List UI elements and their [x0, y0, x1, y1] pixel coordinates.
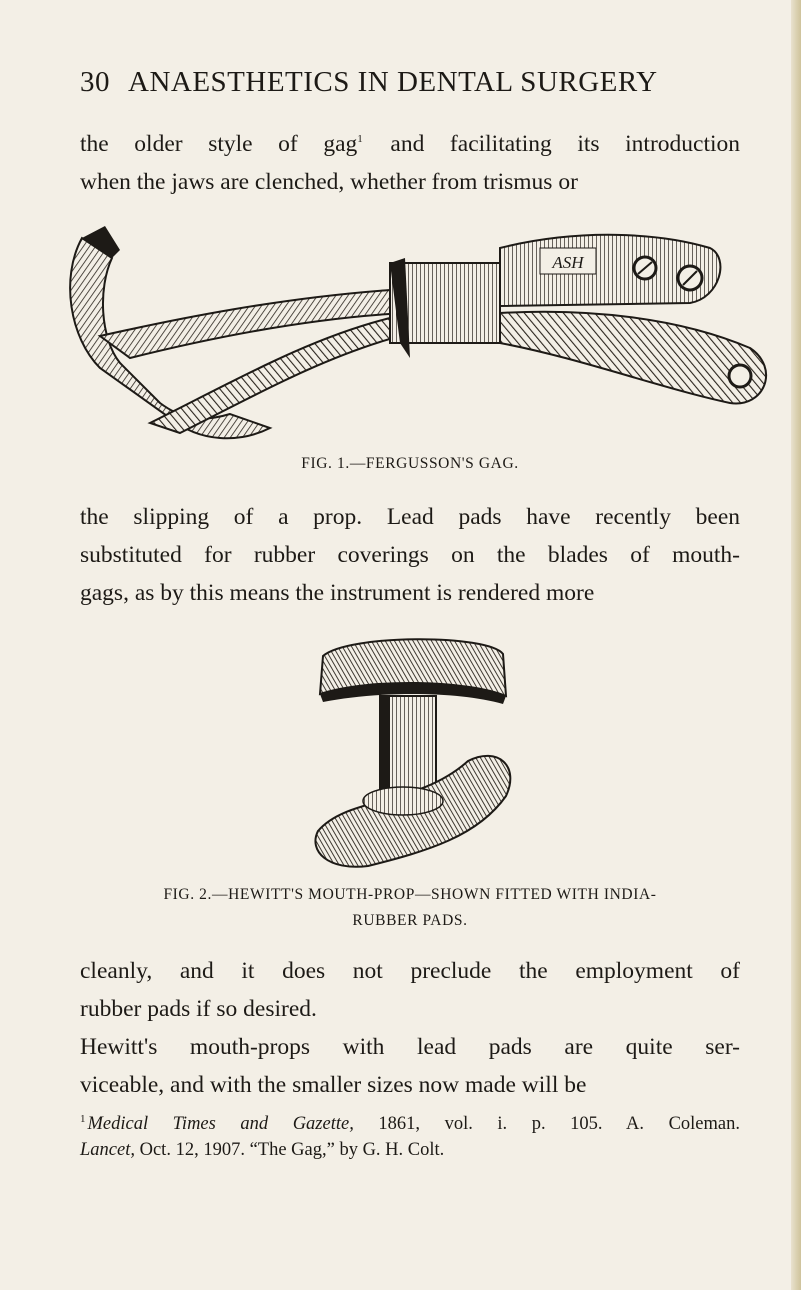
paragraph-1	[80, 120, 740, 201]
footnote-line	[80, 1137, 740, 1163]
paragraph-3	[80, 952, 740, 1028]
paragraph-4-body	[80, 1028, 740, 1104]
footnote-marker: 1	[357, 133, 363, 145]
gag-screw-3	[729, 365, 751, 387]
hewitt-mouth-prop-illustration	[308, 636, 518, 872]
paragraph-line: the slipping of a prop. Lead pads have recently been	[80, 504, 740, 530]
running-header	[80, 66, 740, 102]
paragraph-line: when the jaws are clenched, whether from trismus or	[80, 168, 578, 195]
caption-text: FIG. 2.—HEWITT'S MOUTH-PROP—SHOWN FITTED WITH INDIA-	[163, 886, 657, 903]
text-run: the older style of gag	[80, 130, 358, 157]
journal-title: Lancet,	[80, 1140, 135, 1161]
page-number: 30	[80, 66, 110, 98]
paragraph-line: gags, as by this means the instrument is rendered more	[80, 580, 595, 606]
paragraph-line: rubber pads if so desired.	[80, 996, 317, 1022]
footnote-line	[80, 1106, 740, 1137]
running-title: ANAESTHETICS IN DENTAL SURGERY	[128, 66, 658, 98]
citation-text: 1861, vol. i. p. 105. A. Coleman.	[353, 1114, 740, 1135]
paragraph-line: viceable, and with the smaller sizes now made will be	[80, 1072, 587, 1098]
paragraph-line: Hewitt's mouth-props with lead pads are quite ser-	[80, 1034, 740, 1060]
text-run: and facilitating its introduction	[390, 130, 741, 157]
footnote	[80, 1106, 740, 1163]
caption-text: FIG. 1.—FERGUSSON'S GAG.	[301, 455, 519, 472]
ash-engraving: ASH	[552, 253, 584, 272]
gag-lower-blade	[500, 312, 766, 404]
fergusson-gag-illustration	[60, 218, 780, 450]
figure-1-caption	[80, 455, 740, 473]
citation-text: Oct. 12, 1907. “The Gag,” by G. H. Colt.	[134, 1140, 445, 1161]
journal-title: Medical Times and Gazette,	[87, 1114, 354, 1135]
paragraph-2	[80, 498, 740, 612]
figure-2-caption	[80, 882, 740, 934]
paragraph-line: substituted for rubber coverings on the blades of mouth-	[80, 542, 740, 568]
caption-text: RUBBER PADS.	[352, 912, 468, 929]
page-edge	[791, 0, 801, 1290]
paragraph-line	[80, 120, 740, 163]
footnote-marker: 1	[80, 1113, 86, 1125]
paragraph-line: cleanly, and it does not preclude the employment of	[80, 958, 740, 984]
